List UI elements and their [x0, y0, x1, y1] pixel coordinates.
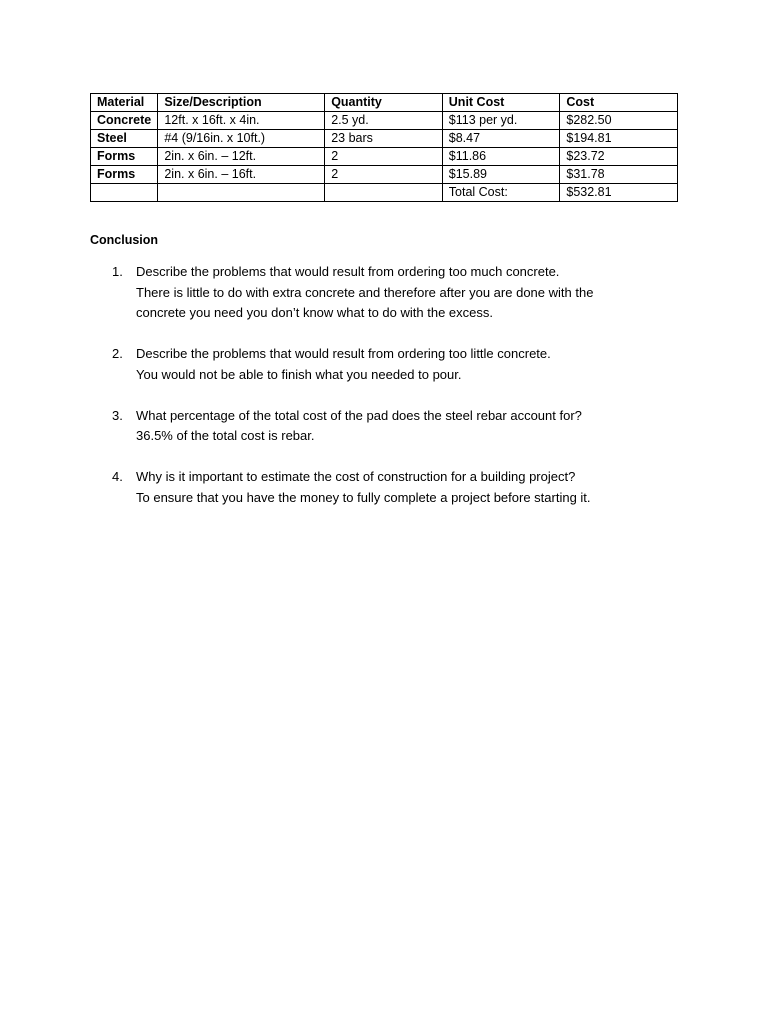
- table-row: [91, 112, 678, 130]
- answer-text: concrete you need you don’t know what to do with the excess.: [136, 305, 493, 320]
- answer-text: There is little to do with extra concrete and therefore after you are done with the: [136, 284, 594, 300]
- cell-size-description: 2in. x 6in. – 12ft.: [158, 148, 325, 166]
- cell-cost: $23.72: [560, 148, 678, 166]
- cell-unit-cost: $8.47: [442, 130, 560, 148]
- header-unit-cost: Unit Cost: [442, 94, 560, 112]
- header-size-description: Size/Description: [158, 94, 325, 112]
- cell-unit-cost: $11.86: [442, 148, 560, 166]
- cell-cost: $31.78: [560, 166, 678, 184]
- materials-cost-table: [90, 93, 678, 202]
- question-text: Describe the problems that would result from ordering too little concrete.: [136, 346, 551, 361]
- cell-quantity: 23 bars: [325, 130, 443, 148]
- question-text: Why is it important to estimate the cost of construction for a building project?: [136, 469, 576, 484]
- cell-quantity: 2: [325, 148, 443, 166]
- cell-material: Steel: [91, 130, 158, 148]
- table-header-row: [91, 94, 678, 112]
- item-number: 1.: [112, 264, 123, 279]
- table-total-row: [91, 184, 678, 202]
- cell-size-description: 2in. x 6in. – 16ft.: [158, 166, 325, 184]
- cell-material: Concrete: [91, 112, 158, 130]
- question-text: What percentage of the total cost of the pad does the steel rebar account for?: [136, 407, 582, 423]
- cell-unit-cost: $15.89: [442, 166, 560, 184]
- answer-text: 36.5% of the total cost is rebar.: [136, 428, 315, 443]
- cell-size-description: #4 (9/16in. x 10ft.): [158, 130, 325, 148]
- item-number: 3.: [112, 407, 123, 423]
- cell-material: Forms: [91, 166, 158, 184]
- answer-text: To ensure that you have the money to fully complete a project before starting it.: [136, 489, 591, 505]
- cell-unit-cost: $113 per yd.: [442, 112, 560, 130]
- empty-cell: [325, 184, 443, 202]
- cell-quantity: 2: [325, 166, 443, 184]
- list-item: [90, 406, 690, 447]
- table-row: [91, 166, 678, 184]
- item-number: 2.: [112, 346, 123, 361]
- header-cost: Cost: [560, 94, 678, 112]
- question-text: Describe the problems that would result from ordering too much concrete.: [136, 264, 560, 279]
- conclusion-heading: Conclusion: [90, 233, 159, 247]
- cell-size-description: 12ft. x 16ft. x 4in.: [158, 112, 325, 130]
- table-row: [91, 130, 678, 148]
- header-material: Material: [91, 94, 158, 112]
- list-item: [90, 467, 690, 508]
- cell-cost: $194.81: [560, 130, 678, 148]
- header-quantity: Quantity: [325, 94, 443, 112]
- total-cost-value: $532.81: [560, 184, 678, 202]
- answer-text: You would not be able to finish what you needed to pour.: [136, 366, 462, 382]
- empty-cell: [91, 184, 158, 202]
- table-row: [91, 148, 678, 166]
- total-cost-label: Total Cost:: [442, 184, 560, 202]
- list-item: [90, 344, 690, 385]
- list-item: [90, 262, 690, 324]
- cell-material: Forms: [91, 148, 158, 166]
- item-number: 4.: [112, 469, 123, 484]
- cell-quantity: 2.5 yd.: [325, 112, 443, 130]
- cell-cost: $282.50: [560, 112, 678, 130]
- conclusion-questions-list: [90, 262, 690, 529]
- empty-cell: [158, 184, 325, 202]
